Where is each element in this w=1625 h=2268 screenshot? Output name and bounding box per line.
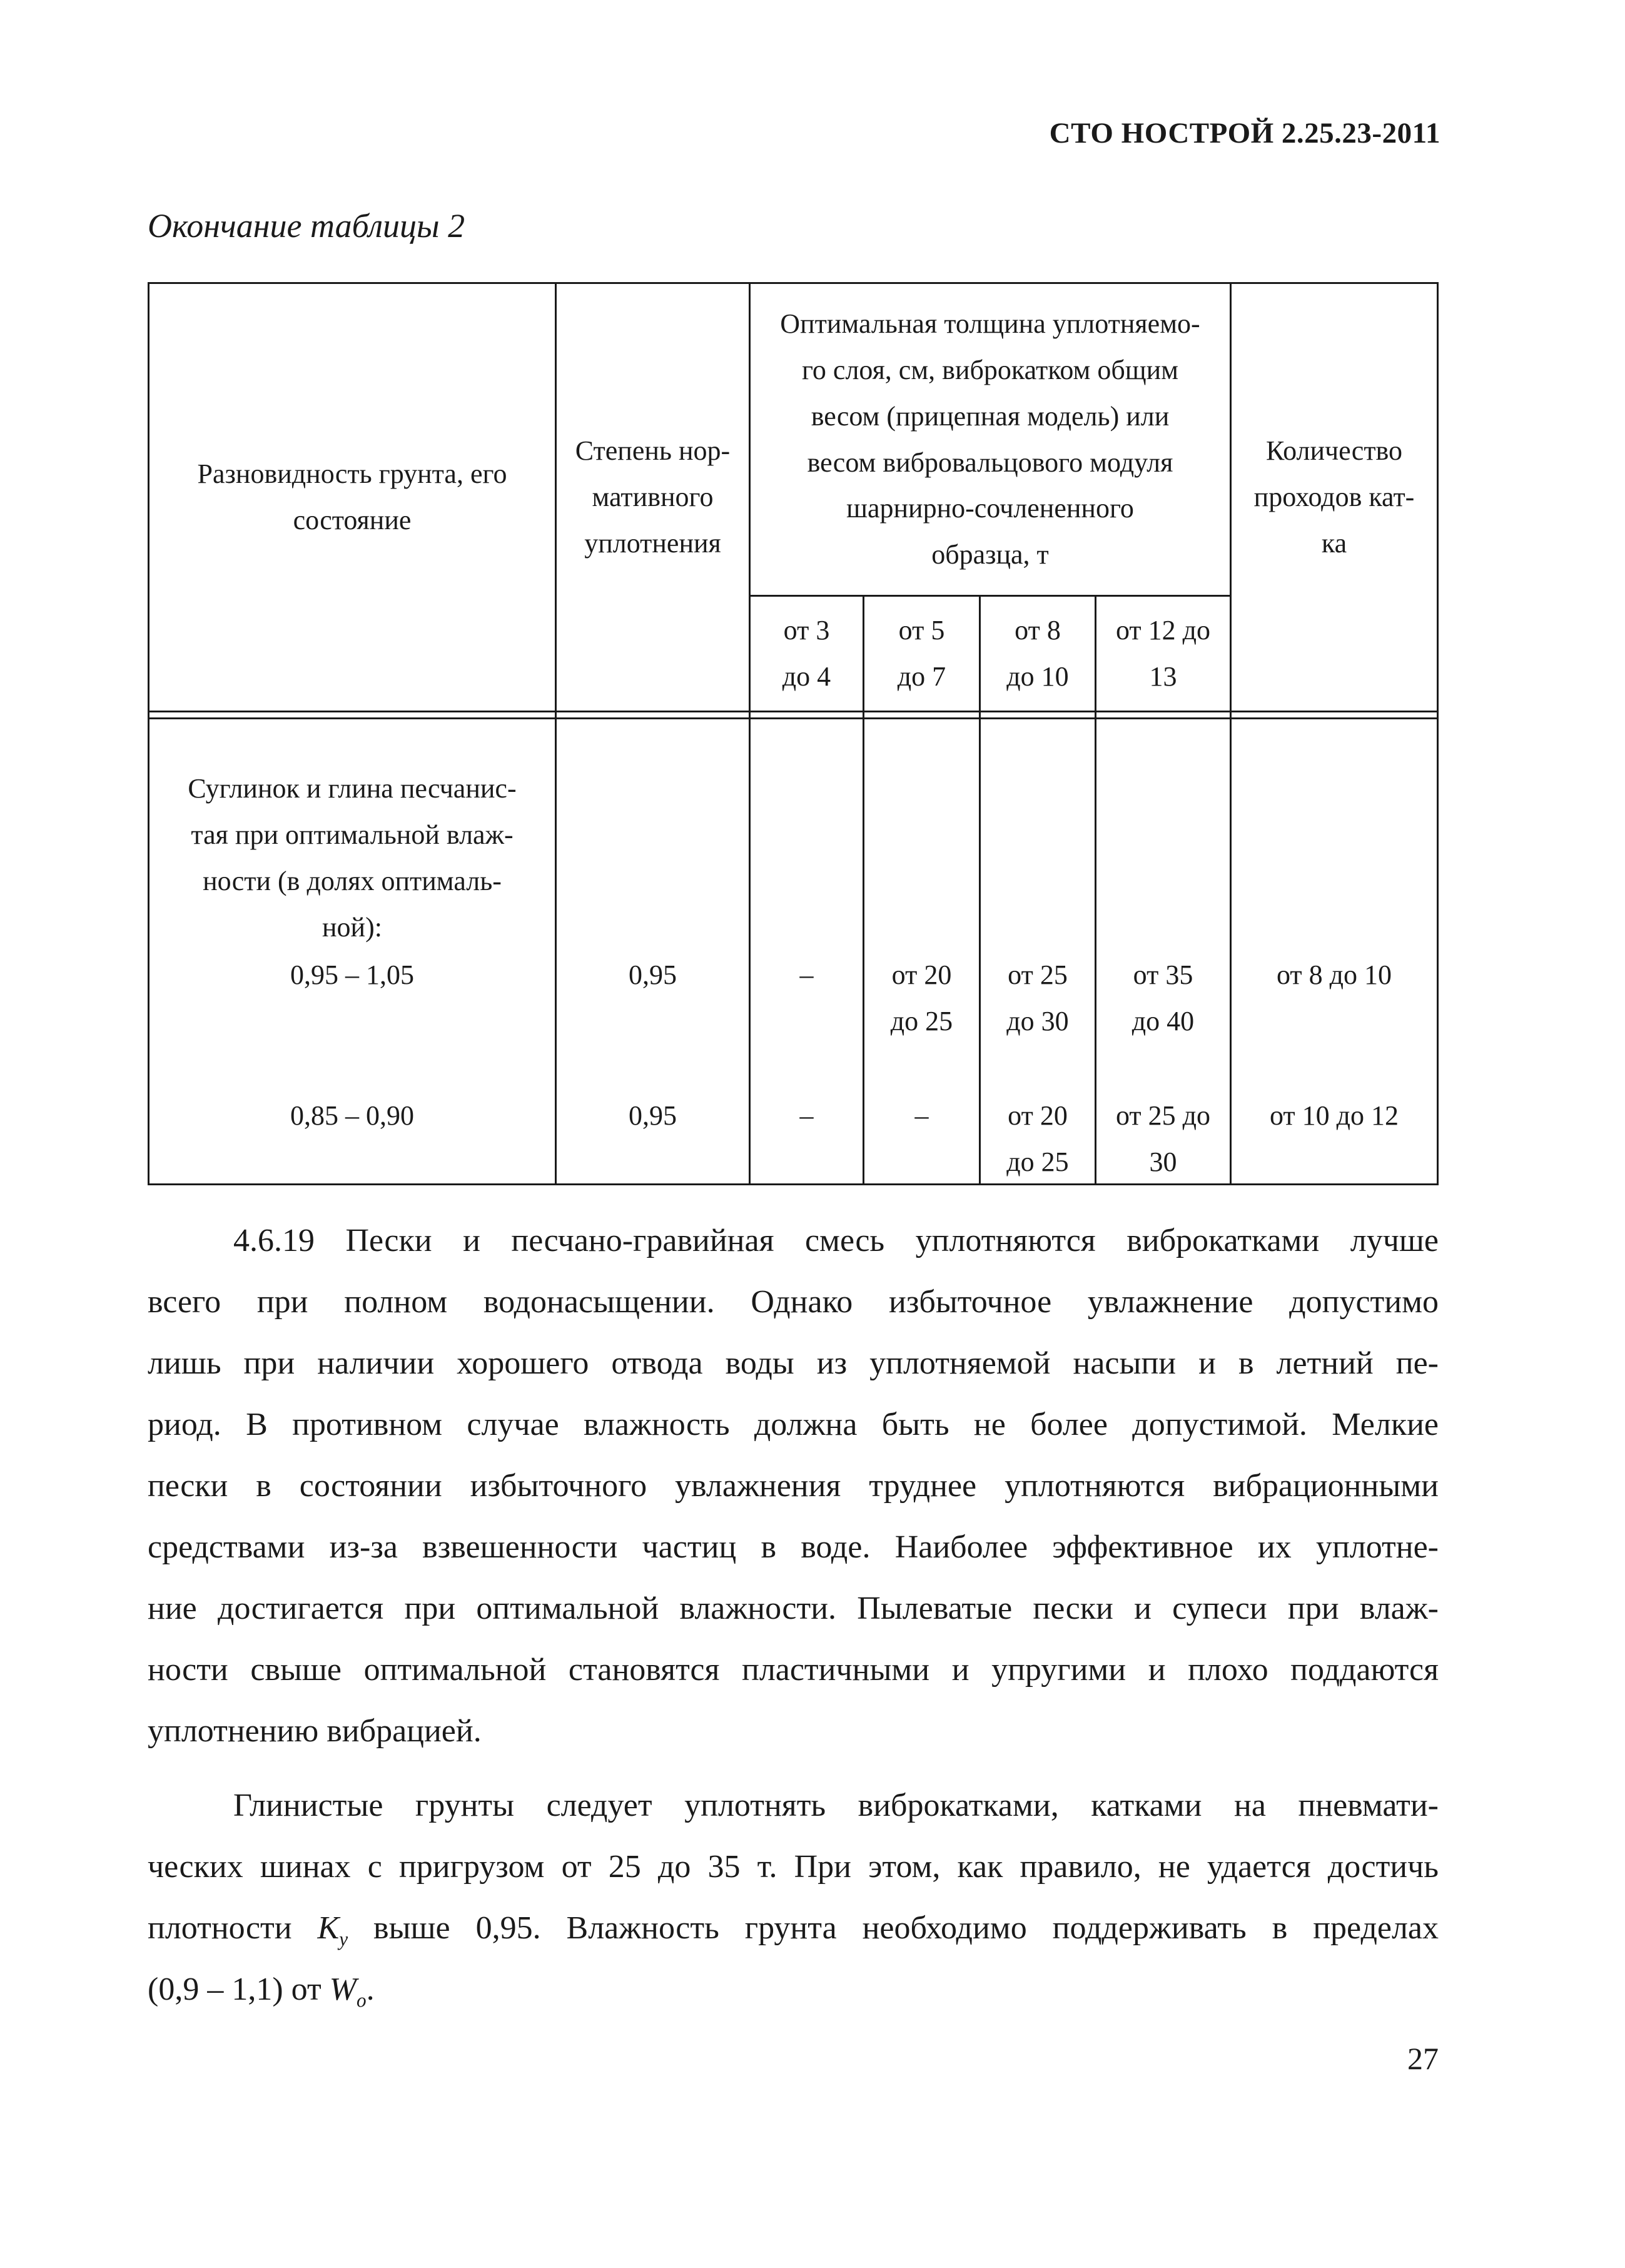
table-row-2-passes: от 10 до 12 [1269,1100,1399,1131]
table-row-2-w8-10: от 20 до 25 [1006,1100,1069,1177]
table-caption: Окончание таблицы 2 [148,207,465,245]
document-code: СТО НОСТРОЙ 2.25.23-2011 [1049,117,1440,149]
table-row-1-w8-10: от 25 до 30 [1006,959,1069,1036]
subheader-8-10: от 8 до 10 [1006,615,1069,692]
paragraph-line-ky: плотности $K_у$ выше 0,95. Влажность грунта необходимо поддерживать в пределах [148,1910,1439,1950]
group-label: Суглинок и глина песчанис- тая при оптимальной влаж- ности (в долях оптималь- ной): [188,773,517,943]
subheader-5-7: от 5 до 7 [897,615,946,692]
symbol-k: K [317,1910,340,1946]
table-row-1-w3-4: – [799,959,814,990]
paragraph-clay-soils: Глинистые грунты следует уплотнять виброкатками, катками на пневмати- ческих шинах с пригрузом от 25 до 35 т. При этом, как правило, не удается достичь плотности $K_у$ выше 0,95. Влажность грунта необходимо поддерживать в пределах (0,9 – 1,1) от $W_o$. [148,1775,1439,2020]
table-row-1-degree: 0,95 [629,959,677,990]
page-number: 27 [1407,2041,1439,2076]
table-row-2-w12-13: от 25 до 30 [1115,1100,1211,1177]
paragraph-4-6-19: 4.6.19 Пески и песчано-гравийная смесь уплотняются виброкатками лучше всего при полном водонасыщении. Однако избыточное увлажнение допустимо лишь при наличии хорошего отвода воды из уплотняемой насыпи и в летний пе- риод. В противном случае влажность должна быть не более допустимой. Мелкие пески в состоянии избыточного увлажнения труднее уплотняются вибрационными средствами из-за взвешенности частиц в воде. Наиболее эффективное их уплотне- ние достигается при оптимальной влажности. Пылеватые пески и супеси при влаж- ности свыше оптимальной становятся пластичными и упругими и плохо поддаются уплотнению вибрацией. [148,1223,1439,1749]
table-row-2-w3-4: – [799,1100,814,1131]
table-row-1-soil: 0,95 – 1,05 [290,959,414,990]
table-row-2-soil: 0,85 – 0,90 [290,1100,414,1131]
header-soil-type: Разновидность грунта, его состояние [197,458,507,535]
table-row-1-w12-13: от 35 до 40 [1131,959,1195,1036]
header-optimal-thickness: Оптимальная толщина уплотняемо- го слоя, см, виброкатком общим весом (прицепная модель) или весом вибровальцового модуля шарнирно-сочлененного образца, т [780,308,1200,570]
compaction-table [148,282,1439,1185]
header-double-rule [149,717,1437,719]
table-row-2-degree: 0,95 [629,1100,677,1131]
header-double-rule [149,711,1437,712]
subheader-3-4: от 3 до 4 [782,615,831,692]
header-compaction-degree: Степень нор- мативного уплотнения [575,435,731,559]
subheader-12-13: от 12 до 13 [1115,615,1211,692]
symbol-w: W [329,1972,357,2007]
paragraph-line-wo: (0,9 – 1,1) от $W_o$. [148,1972,375,2012]
table-row-1-passes: от 8 до 10 [1276,959,1392,990]
table-row-2-w5-7: – [914,1100,929,1131]
table-row-1-w5-7: от 20 до 25 [890,959,953,1036]
header-passes: Количество проходов кат- ка [1253,435,1415,559]
